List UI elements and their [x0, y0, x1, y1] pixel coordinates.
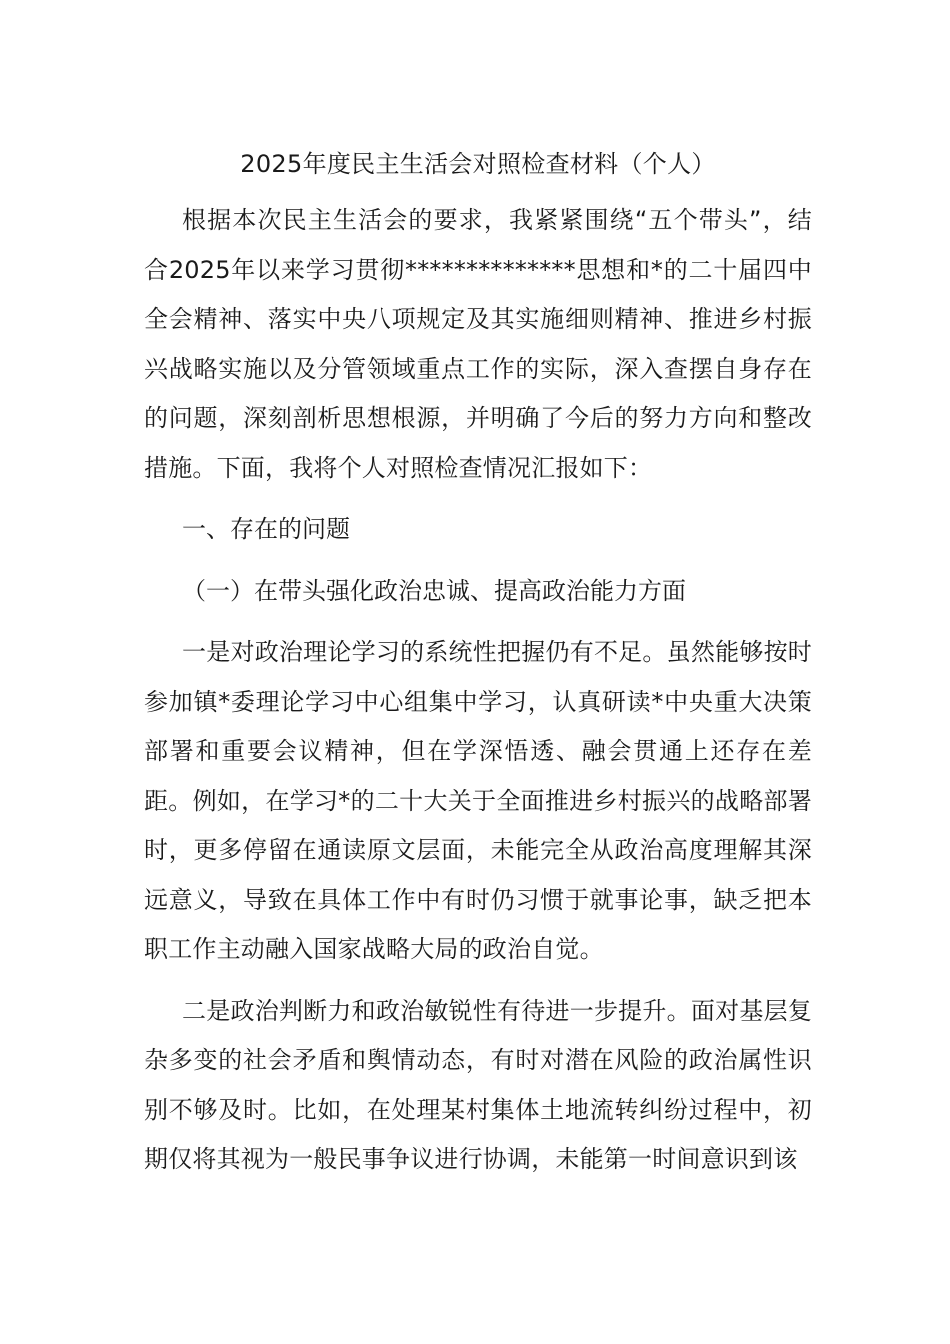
document-page: [144, 138, 812, 1197]
section-heading-problems: 一、存在的问题: [182, 515, 350, 543]
intro-paragraph: 根据本次民主生活会的要求，我紧紧围绕“五个带头”，结合2025年以来学习贯彻**************思想和*的二十届四中全会精神、落实中央八项规定及其实施细则精神、推进乡村振兴战略实施以及分管领域重点工作的实际，深入查摆自身存在的问题，深刻剖析思想根源，并明确了今后的努力方向和整改措施。下面，我将个人对照检查情况汇报如下：: [144, 206, 812, 482]
document-title: 2025年度民主生活会对照检查材料（个人）: [240, 150, 716, 178]
point-paragraph-2: 二是政治判断力和政治敏锐性有待进一步提升。面对基层复杂多变的社会矛盾和舆情动态，有时对潜在风险的政治属性识别不够及时。比如，在处理某村集体土地流转纠纷过程中，初期仅将其视为一般民事争议进行协调，未能第一时间意识到该: [144, 996, 812, 1173]
point-paragraph-1: 一是对政治理论学习的系统性把握仍有不足。虽然能够按时参加镇*委理论学习中心组集中学习，认真研读*中央重大决策部署和重要会议精神，但在学深悟透、融会贯通上还存在差距。例如，在学习*的二十大关于全面推进乡村振兴的战略部署时，更多停留在通读原文层面，未能完全从政治高度理解其深远意义，导致在具体工作中有时仍习惯于就事论事，缺乏把本职工作主动融入国家战略大局的政治自觉。: [144, 638, 812, 963]
subsection-heading-political-loyalty: （一）在带头强化政治忠诚、提高政治能力方面: [182, 576, 686, 605]
